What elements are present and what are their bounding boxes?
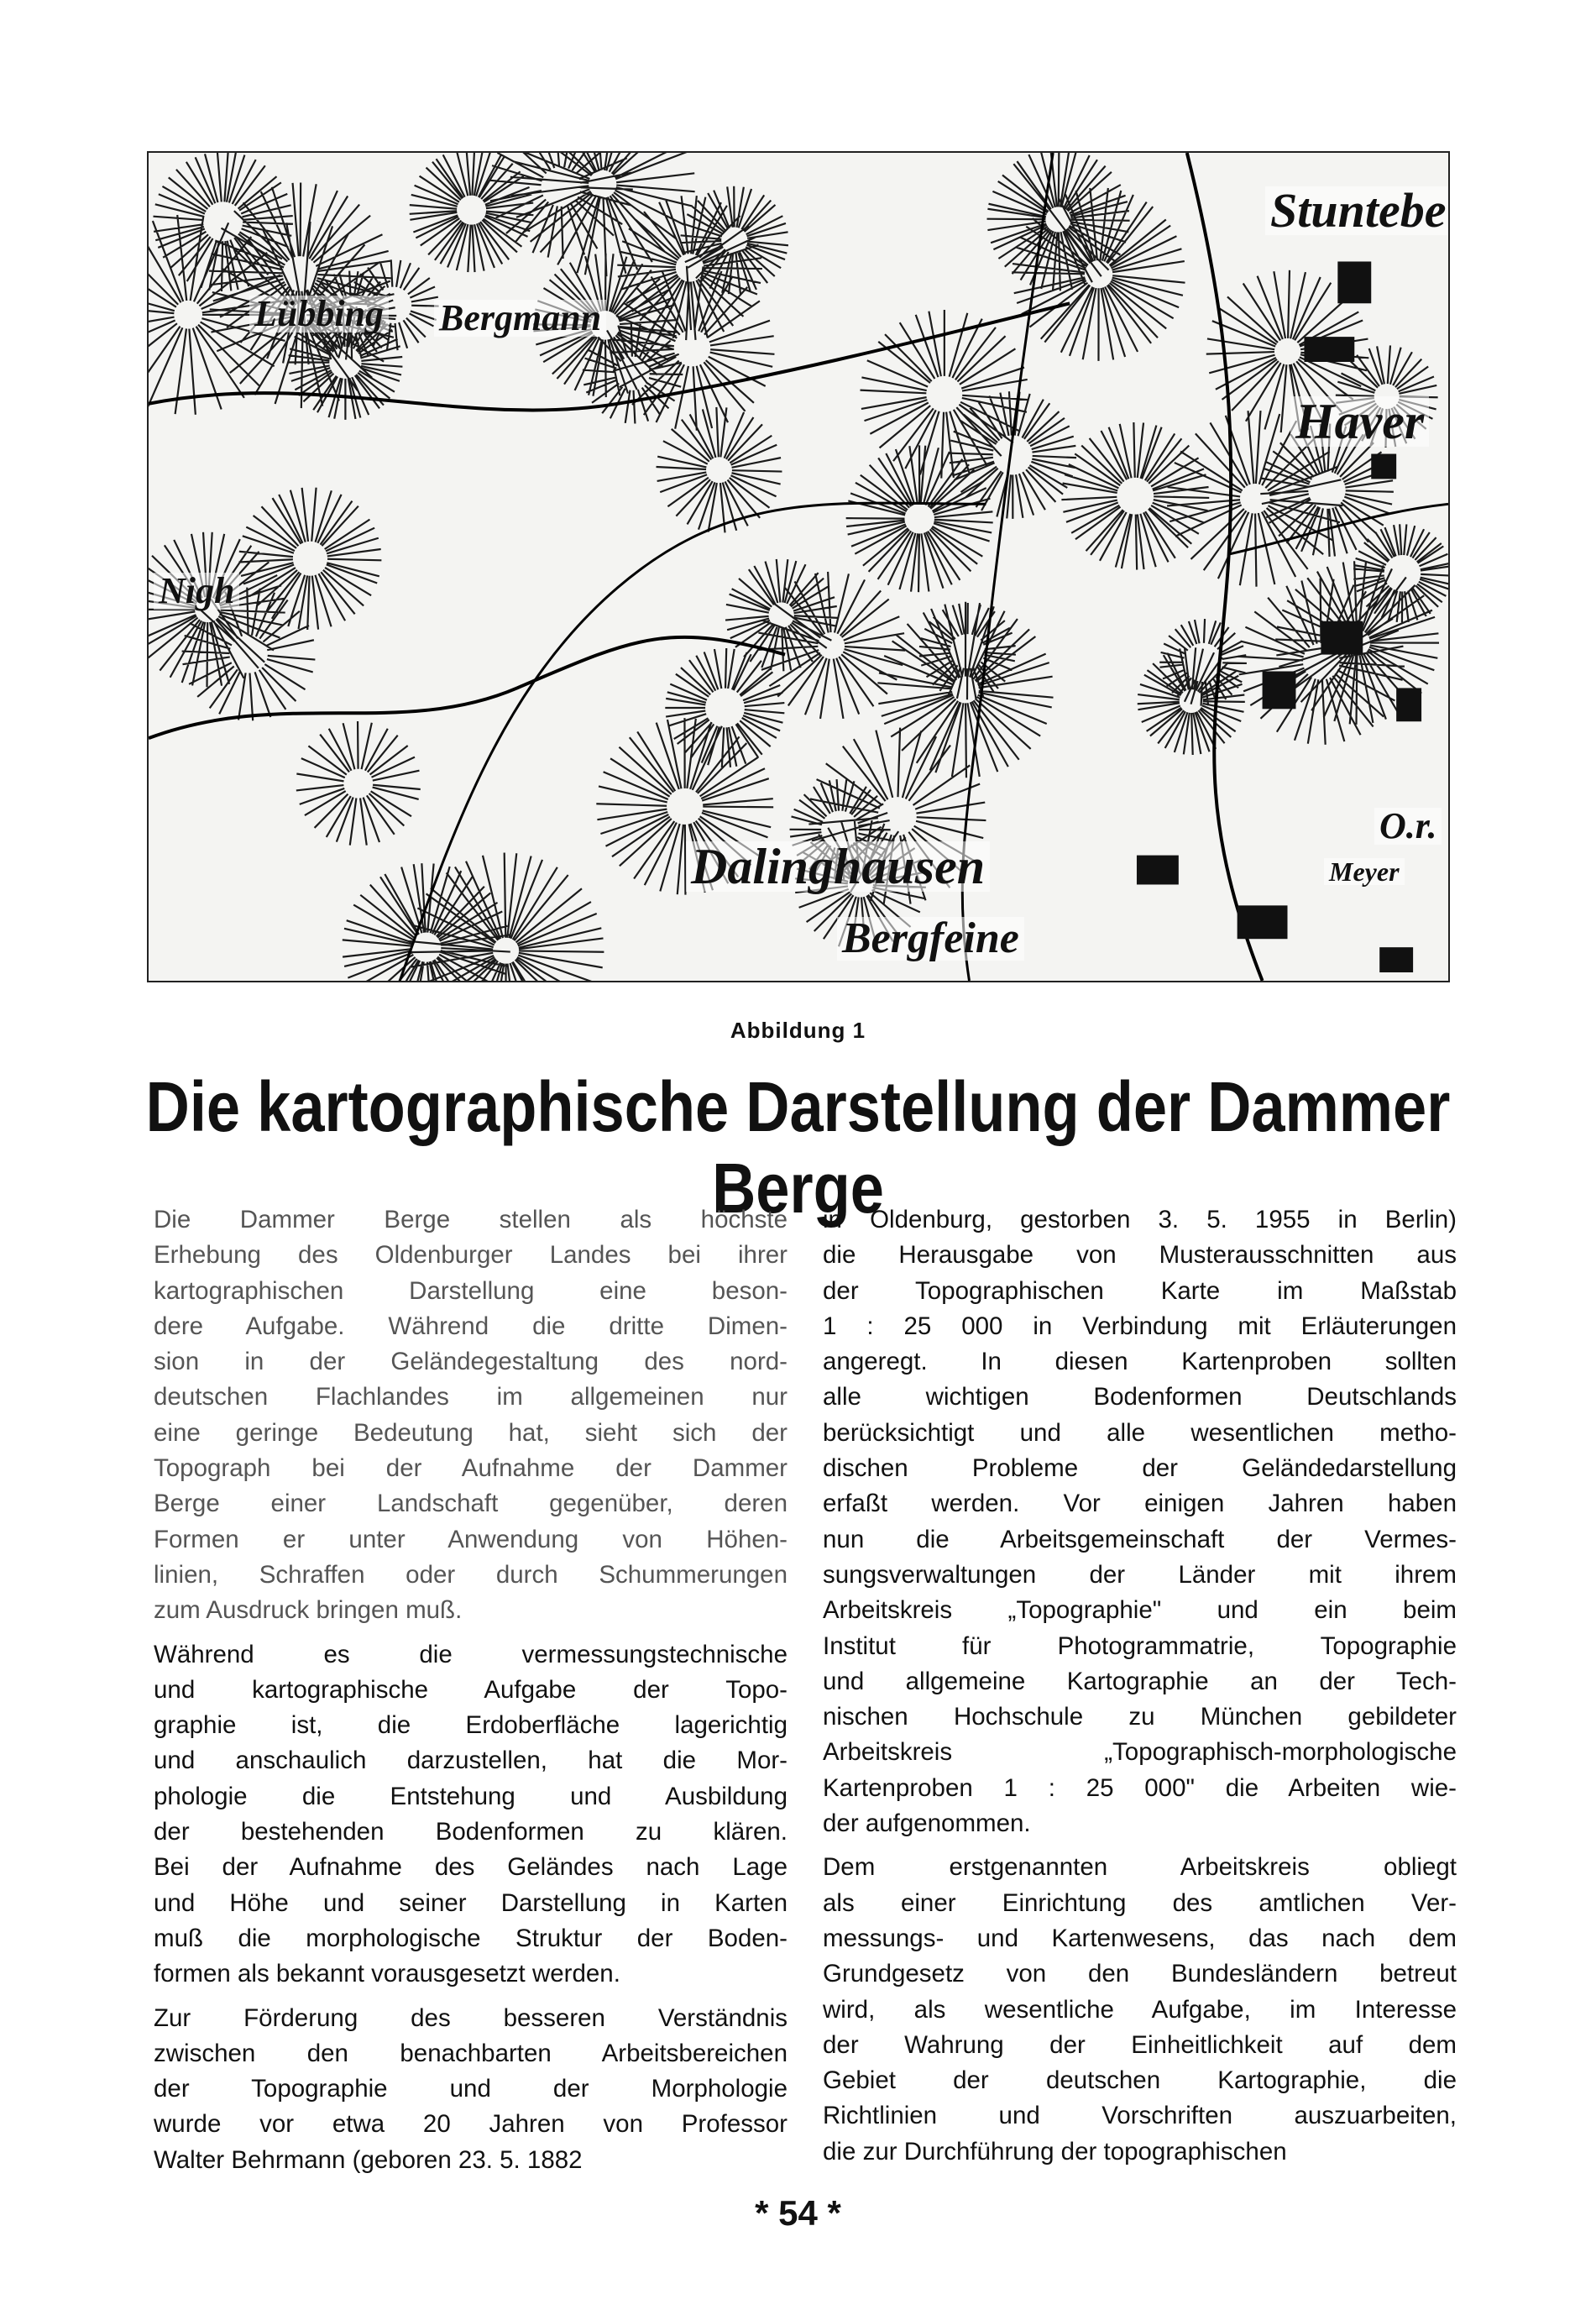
text-line: Institut für Photogrammatrie, Topographie — [823, 1631, 1457, 1660]
text-line: alle wichtigen Bodenformen Deutschlands — [823, 1383, 1457, 1411]
text-line: Arbeitskreis „Topographisch-morphologische — [823, 1738, 1457, 1767]
text-line: dischen Probleme der Geländedarstellung — [823, 1454, 1457, 1483]
map-building — [1396, 688, 1421, 721]
map-building — [1379, 947, 1413, 972]
paragraph — [154, 1202, 788, 1629]
figure-caption: Abbildung 1 — [730, 1018, 866, 1043]
text-line: in Oldenburg, gestorben 3. 5. 1955 in Berlin) — [823, 1206, 1457, 1233]
map-label-luebbing: Lübbing — [249, 296, 389, 333]
text-line: Dem erstgenannten Arbeitskreis obliegt — [823, 1853, 1457, 1882]
text-line: die zur Durchführung der topographischen — [823, 2137, 1287, 2166]
map-label-meyer: Meyer — [1324, 858, 1405, 885]
page-number: * 54 * — [755, 2193, 841, 2233]
text-line: graphie ist, die Erdoberfläche lagerichtig — [154, 1711, 788, 1740]
text-line: Topograph bei der Aufnahme der Dammer — [154, 1454, 788, 1483]
article-title: Die kartographische Darstellung der Dammer Berge — [145, 1067, 1451, 1228]
text-line: Grundgesetz von den Bundesländern betreut — [823, 1960, 1457, 1988]
map-label-or: O.r. — [1374, 808, 1442, 845]
map-building — [1263, 671, 1296, 709]
text-line: berücksichtigt und alle wesentlichen metho- — [823, 1418, 1457, 1447]
text-line: die Herausgabe von Musterausschnitten aus — [823, 1241, 1457, 1270]
text-line: Kartenproben 1 : 25 000" die Arbeiten wie- — [823, 1773, 1457, 1802]
text-line: sion in der Geländegestaltung des nord- — [154, 1348, 788, 1376]
map-label-stuntebe: Stuntebe — [1265, 186, 1450, 235]
text-line: Walter Behrmann (geboren 23. 5. 1882 — [154, 2145, 583, 2174]
text-line: wurde vor etwa 20 Jahren von Professor — [154, 2110, 788, 2139]
text-line: eine geringe Bedeutung hat, sieht sich der — [154, 1418, 788, 1447]
text-line: nischen Hochschule zu München gebildeter — [823, 1703, 1457, 1731]
paragraph — [823, 1202, 1457, 1841]
text-column-left — [154, 1202, 788, 2178]
figure-hachure-map — [147, 151, 1450, 982]
text-line: der Topographischen Karte im Maßstab — [823, 1276, 1457, 1305]
text-line: zwischen den benachbarten Arbeitsbereichen — [154, 2039, 788, 2067]
text-line: Bei der Aufnahme des Geländes nach Lage — [154, 1853, 788, 1882]
map-label-nigh: Nigh — [154, 573, 239, 610]
text-line: linien, Schraffen oder durch Schummerungen — [154, 1560, 788, 1589]
text-line: der bestehenden Bodenformen zu klären. — [154, 1818, 788, 1846]
map-building — [1238, 905, 1288, 939]
text-line: der aufgenommen. — [823, 1809, 1031, 1838]
text-line: wird, als wesentliche Aufgabe, im Interesse — [823, 1995, 1457, 2024]
text-line: Zur Förderung des besseren Verständnis — [154, 2003, 788, 2032]
map-label-bergfeine: Bergfeine — [837, 917, 1024, 961]
map-building — [1337, 261, 1371, 303]
text-line: erfaßt werden. Vor einigen Jahren haben — [823, 1490, 1457, 1518]
text-line: Richtlinien und Vorschriften auszuarbeiten, — [823, 2102, 1457, 2130]
text-line: muß die morphologische Struktur der Boden- — [154, 1924, 788, 1952]
text-line: Arbeitskreis „Topographie" und ein beim — [823, 1596, 1457, 1625]
text-line: sungsverwaltungen der Länder mit ihrem — [823, 1560, 1457, 1589]
map-label-dalinghausen: Dalinghausen — [686, 841, 990, 892]
text-line: Erhebung des Oldenburger Landes bei ihrer — [154, 1241, 788, 1270]
paragraph — [823, 1850, 1457, 2170]
text-line: als einer Einrichtung des amtlichen Ver- — [823, 1888, 1457, 1917]
map-building — [1137, 856, 1179, 885]
text-line: angeregt. In diesen Kartenproben sollten — [823, 1348, 1457, 1376]
paragraph — [154, 2001, 788, 2178]
map-road-line — [1187, 153, 1263, 981]
text-line: dere Aufgabe. Während die dritte Dimen- — [154, 1312, 788, 1340]
map-building — [1321, 621, 1363, 655]
text-line: 1 : 25 000 in Verbindung mit Erläuterungen — [823, 1312, 1457, 1340]
text-line: deutschen Flachlandes im allgemeinen nur — [154, 1383, 788, 1411]
map-building — [1371, 454, 1396, 479]
text-line: kartographischen Darstellung eine beson- — [154, 1276, 788, 1305]
text-line: und kartographische Aufgabe der Topo- — [154, 1675, 788, 1704]
paragraph — [154, 1637, 788, 1993]
map-label-haver: Haver — [1290, 396, 1429, 447]
text-line: messungs- und Kartenwesens, das nach dem — [823, 1924, 1457, 1952]
map-label-bergmann: Bergmann — [434, 300, 606, 337]
map-building — [1304, 337, 1354, 362]
text-line: zum Ausdruck bringen muß. — [154, 1596, 463, 1625]
text-line: nun die Arbeitsgemeinschaft der Vermes- — [823, 1525, 1457, 1553]
text-line: phologie die Entstehung und Ausbildung — [154, 1782, 788, 1810]
text-line: der Topographie und der Morphologie — [154, 2075, 788, 2103]
text-line: und allgemeine Kartographie an der Tech- — [823, 1667, 1457, 1695]
text-column-right — [823, 1202, 1457, 2170]
text-line: Gebiet der deutschen Kartographie, die — [823, 2066, 1457, 2095]
text-line: und Höhe und seiner Darstellung in Karten — [154, 1888, 788, 1917]
text-line: Die Dammer Berge stellen als höchste — [154, 1206, 788, 1233]
text-line: Formen er unter Anwendung von Höhen- — [154, 1525, 788, 1553]
text-line: Berge einer Landschaft gegenüber, deren — [154, 1490, 788, 1518]
text-line: der Wahrung der Einheitlichkeit auf dem — [823, 2030, 1457, 2059]
text-line: und anschaulich darzustellen, hat die Mor- — [154, 1747, 788, 1775]
text-line: Während es die vermessungstechnische — [154, 1640, 788, 1668]
text-line: formen als bekannt vorausgesetzt werden. — [154, 1960, 620, 1988]
